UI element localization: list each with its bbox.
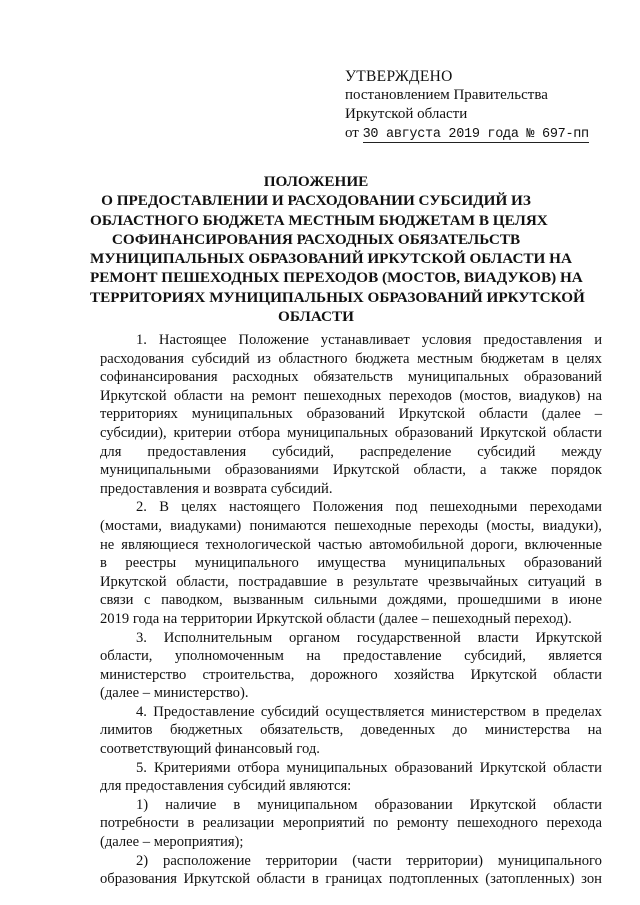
word: (мосты, — [486, 517, 535, 534]
word: Иркутской — [469, 796, 537, 813]
word: предоставление — [343, 648, 442, 665]
word: В — [159, 499, 169, 516]
word: области, — [413, 462, 466, 479]
word: условия — [421, 332, 472, 348]
word: имущества — [317, 555, 386, 572]
word: пешеходных — [303, 387, 382, 404]
word: образований — [523, 555, 602, 572]
word: муниципальных — [287, 424, 389, 441]
word: Иркутской — [100, 573, 167, 590]
word: реестры — [125, 555, 177, 572]
paragraph-line — [100, 424, 602, 443]
word: образовании — [374, 796, 453, 813]
word: также — [500, 462, 537, 479]
paragraph-line — [100, 387, 602, 406]
word: 3. — [136, 629, 147, 646]
word: области — [479, 406, 528, 423]
word: вызванным — [233, 592, 304, 609]
word: пределах — [545, 703, 602, 720]
word: территории — [265, 852, 338, 869]
word: лимитов — [100, 722, 153, 739]
word: понимаются — [249, 517, 327, 534]
word: (части — [352, 852, 392, 869]
word: в — [551, 592, 559, 609]
word: результате — [353, 573, 419, 590]
word: области, — [176, 573, 229, 590]
approval-date-value: 30 августа 2019 года № 697-пп — [362, 127, 589, 142]
word: Положение — [238, 332, 309, 348]
word: дождями, — [387, 592, 447, 609]
word: технологической — [205, 536, 311, 553]
word: ситуаций — [527, 573, 586, 590]
word: субсидий — [191, 350, 250, 367]
paragraph-line — [100, 443, 602, 462]
word: предоставления — [147, 443, 247, 460]
word: на — [230, 387, 245, 404]
word: Предоставление — [153, 703, 255, 720]
word: муниципальном — [257, 796, 358, 813]
word: в — [233, 796, 241, 813]
word: в — [551, 350, 559, 367]
approval-date-line — [345, 124, 615, 144]
word: доведенных — [360, 722, 436, 739]
word: министерство — [100, 666, 187, 683]
word: критерии — [173, 424, 232, 441]
paragraph-line — [100, 368, 602, 387]
title-line: ОБЛАСТИ — [278, 308, 354, 326]
paragraph-line — [100, 814, 602, 833]
word: субсидий — [477, 443, 536, 460]
word: виадуки), — [542, 517, 602, 534]
word: Иркутской — [479, 424, 547, 441]
word: Иркутской — [183, 871, 251, 888]
approval-region-line: Иркутской области — [345, 106, 468, 122]
word: мероприятий — [282, 815, 365, 832]
paragraph-line — [100, 498, 602, 517]
word: сильными — [314, 592, 378, 609]
word: дороги, — [470, 536, 518, 553]
word: Исполнительным — [163, 629, 273, 646]
word: органом — [288, 629, 341, 646]
paragraph-line: 2019 года на территории Иркутской области (далее – пешеходный переход). — [100, 610, 572, 627]
word: для — [100, 443, 122, 460]
word: по — [373, 815, 389, 832]
word: субсидий, — [272, 443, 334, 460]
word: обязательств — [313, 369, 393, 386]
word: местным — [417, 350, 473, 367]
title-line: ТЕРРИТОРИЯХ МУНИЦИПАЛЬНЫХ ОБРАЗОВАНИЙ ИРКУТСКОЙ — [90, 288, 585, 306]
word: образований — [394, 424, 473, 441]
approval-block — [345, 67, 615, 144]
paragraph-line — [100, 536, 602, 555]
word: уполномоченным — [174, 648, 284, 665]
word: порядок — [551, 462, 602, 479]
word: паводком, — [161, 592, 223, 609]
word: расходования — [100, 350, 184, 367]
word: не — [100, 536, 115, 553]
word: целях — [566, 350, 602, 367]
word: территориях — [100, 406, 178, 423]
word: пешеходные — [334, 517, 412, 534]
word: муниципальных — [191, 406, 293, 423]
word: территории) — [406, 852, 483, 869]
word: Положения — [312, 499, 384, 516]
title-line: СОФИНАНСИРОВАНИЯ РАСХОДНЫХ ОБЯЗАТЕЛЬСТВ — [111, 230, 521, 248]
word: в — [187, 815, 195, 832]
word: виадуками) — [170, 517, 242, 534]
paragraph-line — [100, 573, 602, 592]
approval-date-prefix: от — [345, 125, 359, 141]
word: области — [553, 759, 602, 776]
word: наличие — [165, 796, 217, 813]
word: (далее — [541, 406, 581, 423]
word: связи — [100, 592, 134, 609]
title-line: О ПРЕДОСТАВЛЕНИИ И РАСХОДОВАНИИ СУБСИДИЙ ИЗ — [101, 192, 531, 210]
word: чрезвычайных — [427, 573, 519, 590]
word: – — [594, 406, 602, 423]
word: области, — [100, 648, 153, 665]
word: (мостами, — [100, 517, 162, 534]
word: июне — [568, 592, 602, 609]
word: муниципального — [497, 852, 602, 869]
paragraph-line — [100, 350, 602, 369]
word: дорожного — [310, 666, 378, 683]
word: 2) — [136, 852, 149, 869]
word: осуществляется — [325, 703, 425, 720]
word: Критериями — [153, 759, 231, 776]
paragraph-line — [100, 852, 602, 871]
word: министерством — [430, 703, 526, 720]
word: ремонт — [251, 387, 297, 404]
word: пешеходного — [457, 815, 538, 832]
document-title — [90, 172, 585, 326]
word: Иркутской — [479, 759, 547, 776]
word: пешеходными — [429, 499, 518, 516]
word: целях — [181, 499, 217, 516]
paragraph-line — [100, 517, 602, 536]
word: границах — [325, 871, 383, 888]
word: Иркутской — [535, 629, 602, 646]
approval-resolution-line: постановлением Правительства — [345, 87, 548, 103]
paragraph-line: (далее – мероприятия); — [100, 834, 244, 851]
word: бюджета — [355, 350, 410, 367]
word: является — [548, 648, 602, 665]
paragraph-line — [100, 405, 602, 424]
word: Иркутской — [398, 406, 466, 423]
title-line: РЕМОНТ ПЕШЕХОДНЫХ ПЕРЕХОДОВ (МОСТОВ, ВИАДУКОВ) НА — [90, 269, 583, 287]
word: отбора — [238, 424, 281, 441]
word: зон — [581, 871, 602, 888]
paragraph-line — [100, 796, 602, 815]
title-line: ОБЛАСТНОГО БЮДЖЕТА МЕСТНЫМ БЮДЖЕТАМ В ЦЕЛЯХ — [90, 211, 548, 229]
word: образования — [100, 871, 177, 888]
word: автомобильной — [369, 536, 464, 553]
word: Иркутской — [332, 462, 400, 479]
word: образований — [394, 759, 473, 776]
paragraph-line — [100, 759, 602, 778]
word: муниципальными — [100, 462, 211, 479]
paragraph-line — [100, 703, 602, 722]
word: 2. — [136, 499, 147, 516]
word: устанавливает — [320, 332, 410, 348]
word: прошедшими — [457, 592, 541, 609]
word: пострадавшие — [238, 573, 327, 590]
word: и — [594, 332, 602, 348]
paragraph-line: (далее – министерство). — [100, 685, 249, 702]
title-line: ПОЛОЖЕНИЕ — [263, 173, 369, 190]
word: переходы — [419, 517, 479, 534]
word: муниципального — [194, 555, 299, 572]
word: области — [173, 387, 223, 404]
word: 5. — [136, 759, 147, 776]
word: хозяйства — [393, 666, 455, 683]
word: расходных — [232, 369, 299, 386]
word: ремонту — [396, 815, 449, 832]
word: распределение — [359, 443, 452, 460]
paragraph-line — [100, 461, 602, 480]
word: государственной — [356, 629, 461, 646]
word: муниципальных — [286, 759, 388, 776]
word: области — [553, 424, 602, 441]
word: субсидий — [260, 703, 320, 720]
word: перехода — [546, 815, 602, 832]
word: на — [306, 648, 321, 665]
word: бюджетных — [169, 722, 243, 739]
word: (затопленных) — [485, 871, 575, 888]
word: в — [311, 871, 319, 888]
word: образований — [523, 369, 602, 386]
word: обязательств, — [260, 722, 344, 739]
word: расположение — [163, 852, 251, 869]
word: отбора — [237, 759, 280, 776]
word: образованиями — [224, 462, 319, 479]
document-body — [100, 331, 602, 889]
word: (мостов, — [459, 387, 512, 404]
word: на — [587, 387, 602, 404]
word: 1) — [136, 796, 149, 813]
word: министерства — [484, 722, 571, 739]
paragraph-line — [100, 554, 602, 573]
word: области — [553, 796, 602, 813]
word: под — [395, 499, 418, 516]
paragraph-line: предоставления и возврата субсидий. — [100, 480, 333, 497]
word: области — [256, 871, 306, 888]
word: областного — [278, 350, 348, 367]
word: а — [479, 462, 487, 479]
paragraph-line — [100, 870, 602, 889]
word: Настоящее — [158, 332, 227, 348]
paragraph-line — [100, 666, 602, 685]
word: с — [144, 592, 151, 609]
word: до — [452, 722, 468, 739]
word: Иркутской — [470, 666, 537, 683]
paragraph-line — [100, 721, 602, 740]
word: в — [100, 555, 107, 572]
word: включенные — [524, 536, 602, 553]
word: предоставления — [483, 332, 583, 348]
word: 1. — [136, 332, 147, 348]
word: субсидии), — [100, 424, 167, 441]
approval-heading: УТВЕРЖДЕНО — [345, 68, 453, 85]
word: в — [336, 573, 344, 590]
paragraph-line — [100, 647, 602, 666]
word: бюджетам — [480, 350, 545, 367]
word: являющиеся — [121, 536, 199, 553]
word: муниципальных — [407, 369, 509, 386]
word: муниципальных — [404, 555, 506, 572]
word: Иркутской — [100, 387, 167, 404]
title-line: МУНИЦИПАЛЬНЫХ ОБРАЗОВАНИЙ ИРКУТСКОЙ ОБЛАСТИ НА — [90, 250, 572, 268]
word: в — [595, 573, 602, 590]
paragraph-line: для предоставления субсидий являются: — [100, 778, 352, 795]
paragraph-line — [100, 629, 602, 648]
word: переходами — [529, 499, 602, 516]
word: власти — [477, 629, 519, 646]
paragraph-line: соответствующий финансовый год. — [100, 741, 320, 758]
word: образований — [306, 406, 385, 423]
word: частью — [317, 536, 363, 553]
word: области — [553, 666, 602, 683]
word: на — [587, 722, 602, 739]
word: из — [257, 350, 271, 367]
word: подтопленных — [388, 871, 479, 888]
word: строительства, — [202, 666, 295, 683]
word: софинансирования — [100, 369, 218, 386]
word: между — [561, 443, 602, 460]
word: реализации — [202, 815, 275, 832]
word: потребности — [100, 815, 179, 832]
word: переходов — [388, 387, 452, 404]
word: 4. — [136, 703, 147, 720]
word: субсидий, — [464, 648, 526, 665]
paragraph-line — [100, 591, 602, 610]
word: в — [532, 703, 540, 720]
paragraph-line — [100, 331, 602, 350]
word: виадуков) — [518, 387, 581, 404]
word: настоящего — [229, 499, 301, 516]
